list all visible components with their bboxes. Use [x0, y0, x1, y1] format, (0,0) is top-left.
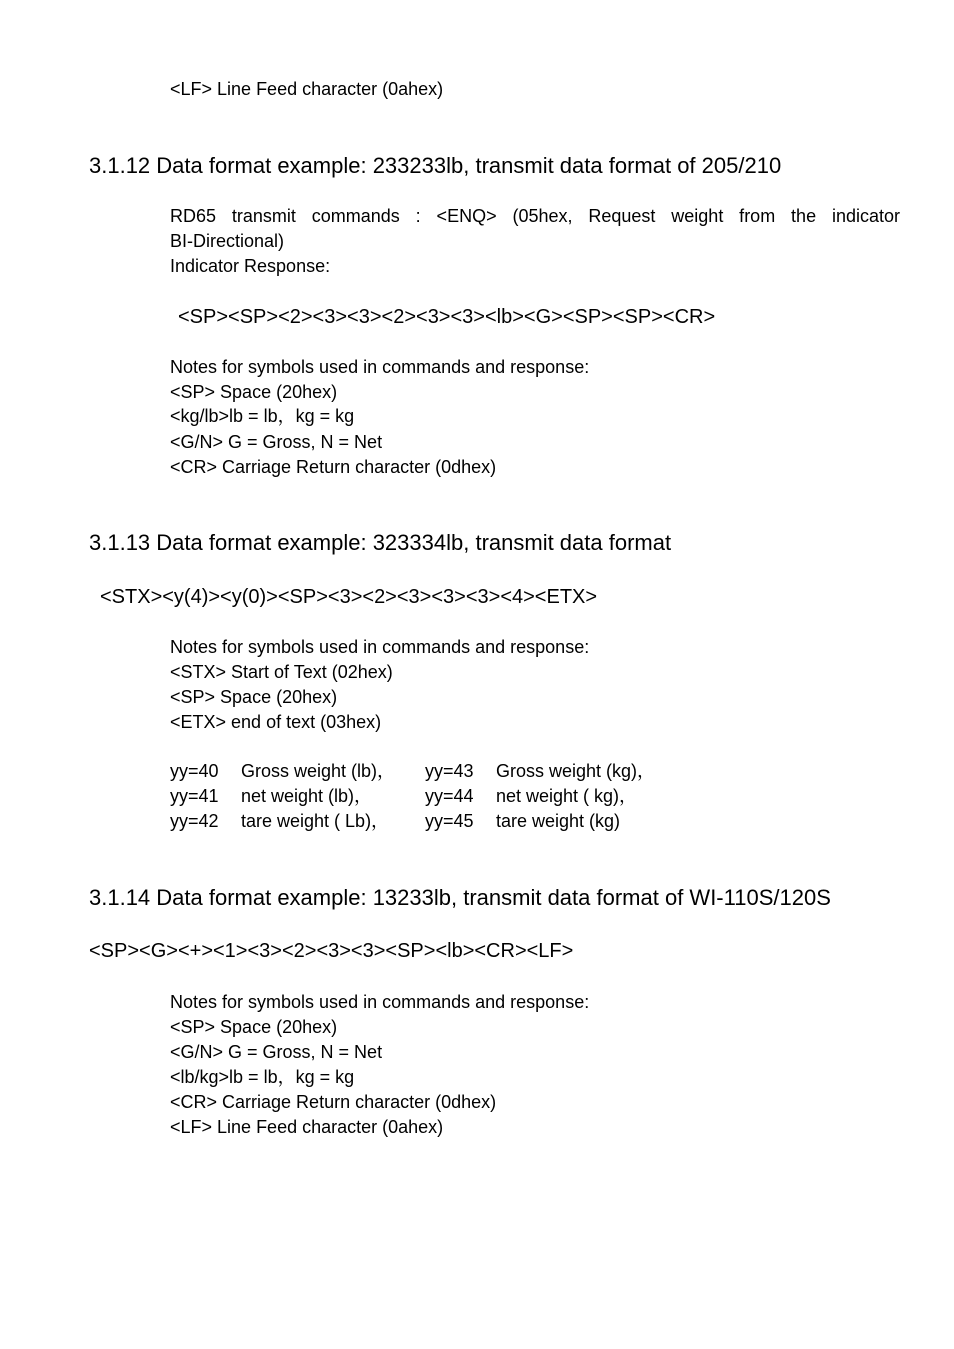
note-item: <G/N> G = Gross, N = Net — [170, 432, 383, 452]
yy-code: yy=42 — [170, 811, 219, 831]
yy-code: yy=41 — [170, 786, 219, 806]
yy-code: yy=43 — [425, 761, 474, 781]
indicator-response-label: Indicator Response: — [170, 256, 331, 276]
yy-description: net weight (lb)， — [241, 786, 373, 806]
note-item: <kg/lb>lb = lb，kg = kg — [170, 406, 355, 426]
note-item: <G/N> G = Gross, N = Net — [170, 1042, 383, 1062]
section-heading-3-1-13: 3.1.13 Data format example: 323334lb, transmit data format — [89, 530, 672, 555]
data-format-3-1-14: <SP><G><+><1><3><2><3><3><SP><lb><CR><LF> — [89, 940, 574, 962]
command-description-line-2: BI-Directional) — [170, 231, 285, 251]
note-item: <SP> Space (20hex) — [170, 382, 338, 402]
yy-description: tare weight (kg) — [496, 811, 621, 831]
yy-code: yy=40 — [170, 761, 219, 781]
command-description-line-1: RD65 transmit commands : <ENQ> (05hex, Request weight from the indicator — [170, 206, 900, 226]
yy-description: net weight ( kg)， — [496, 786, 638, 806]
notes-title-3-1-14: Notes for symbols used in commands and response: — [170, 992, 590, 1012]
note-item: <CR> Carriage Return character (0dhex) — [170, 1092, 497, 1112]
yy-code: yy=45 — [425, 811, 474, 831]
note-item: <lb/kg>lb = lb，kg = kg — [170, 1067, 355, 1087]
note-item: <CR> Carriage Return character (0dhex) — [170, 457, 497, 477]
yy-description: tare weight ( Lb)， — [241, 811, 390, 831]
yy-code: yy=44 — [425, 786, 474, 806]
notes-title-3-1-12: Notes for symbols used in commands and response: — [170, 357, 590, 377]
note-item: <LF> Line Feed character (0ahex) — [170, 1117, 444, 1137]
note-item: <ETX> end of text (03hex) — [170, 712, 382, 732]
section-heading-3-1-14: 3.1.14 Data format example: 13233lb, transmit data format of WI-110S/120S — [89, 885, 831, 910]
yy-description: Gross weight (kg)， — [496, 761, 656, 781]
note-item: <SP> Space (20hex) — [170, 1017, 338, 1037]
top-note: <LF> Line Feed character (0ahex) — [170, 79, 444, 99]
note-item: <STX> Start of Text (02hex) — [170, 662, 393, 682]
note-item: <SP> Space (20hex) — [170, 687, 338, 707]
data-format-3-1-13: <STX><y(4)><y(0)><SP><3><2><3><3><3><4><ETX> — [100, 586, 598, 608]
response-format-3-1-12: <SP><SP><2><3><3><2><3><3><lb><G><SP><SP><CR> — [178, 306, 716, 328]
section-heading-3-1-12: 3.1.12 Data format example: 233233lb, transmit data format of 205/210 — [89, 153, 782, 178]
yy-description: Gross weight (lb)， — [241, 761, 396, 781]
notes-title-3-1-13: Notes for symbols used in commands and response: — [170, 637, 590, 657]
